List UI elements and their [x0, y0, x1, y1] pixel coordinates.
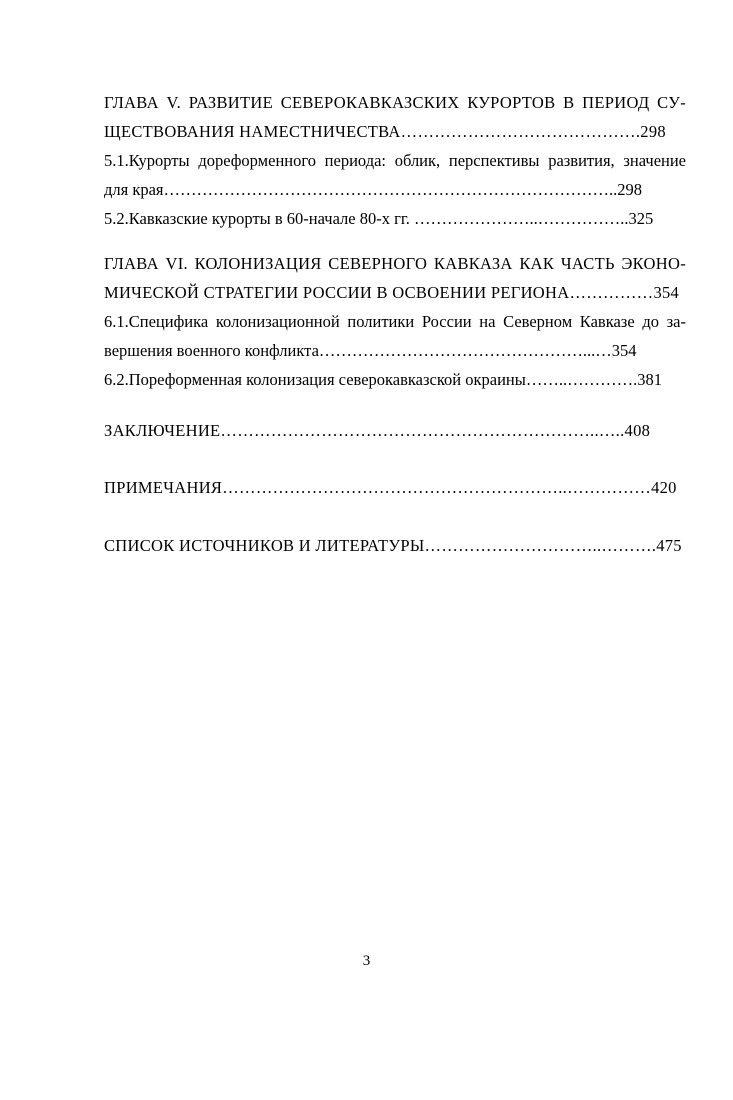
chapter-6-title-line-1: ГЛАВА VI. КОЛОНИЗАЦИЯ СЕВЕРНОГО КАВКАЗА КАК ЧАСТЬ ЭКОНО- [104, 254, 686, 273]
toc-chapter-5 [104, 88, 686, 233]
section-6-1-line-2: вершения военного конфликта…………………………………………...…354 [104, 341, 637, 360]
page-number: 3 [362, 953, 371, 969]
section-6-1-line-1: 6.1.Специфика колонизационной политики России на Северном Кавказе до за- [104, 312, 686, 331]
toc-notes: ПРИМЕЧАНИЯ……………………………………………………..……………420 [104, 478, 677, 497]
toc-chapter-6 [104, 249, 686, 394]
section-5-2: 5.2.Кавказские курорты в 60-начале 80-х гг. …………………..……………..325 [104, 209, 654, 228]
toc-sources-and-literature: СПИСОК ИСТОЧНИКОВ И ЛИТЕРАТУРЫ…………………………..……….475 [104, 536, 682, 555]
section-5-1-line-1: 5.1.Курорты дореформенного периода: облик, перспективы развития, значение [104, 151, 686, 170]
chapter-6-title-line-2: МИЧЕСКОЙ СТРАТЕГИИ РОССИИ В ОСВОЕНИИ РЕГИОНА……………354 [104, 283, 680, 302]
table-of-contents [104, 88, 686, 576]
toc-conclusion: ЗАКЛЮЧЕНИЕ…………………………………………………………..…..408 [104, 421, 651, 440]
chapter-5-title-line-2: ЩЕСТВОВАНИЯ НАМЕСТНИЧЕСТВА…………………………………….298 [104, 122, 666, 141]
chapter-5-title-line-1: ГЛАВА V. РАЗВИТИЕ СЕВЕРОКАВКАЗСКИХ КУРОРТОВ В ПЕРИОД СУ- [104, 93, 686, 112]
section-5-1-line-2: для края………………………………………………………………………..298 [104, 180, 643, 199]
section-6-2: 6.2.Пореформенная колонизация северокавказской окраины……..………….381 [104, 370, 662, 389]
